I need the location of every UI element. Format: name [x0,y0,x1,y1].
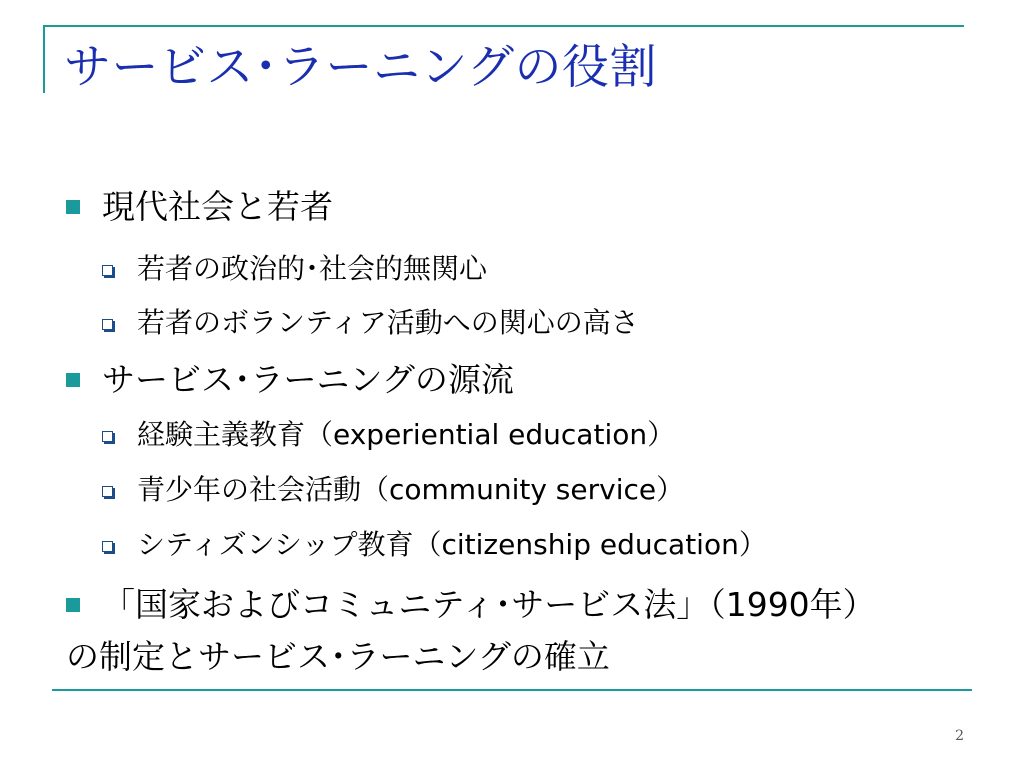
bullet-item [66,359,514,401]
hollow-square-bullet-icon [102,486,113,497]
sub-bullet-item [102,305,639,341]
sub-bullet-item [102,417,675,453]
sub-bullet-text: 若者の政治的･社会的無関心 [137,252,488,285]
sub-bullet-text: シティズンシップ教育（citizenship education） [137,528,767,561]
bullet-text-line-1: 「国家およびコミュニティ･サービス法」（1990年） [102,585,876,624]
hollow-square-bullet-icon [102,265,113,276]
square-bullet-icon [66,598,80,612]
bullet-item [66,186,333,228]
sub-bullet-item [102,251,487,287]
bullet-text-line-2: の制定とサービス･ラーニングの確立 [66,637,610,676]
bullet-item [66,584,876,678]
sub-bullet-text: 経験主義教育（experiential education） [137,418,676,451]
footer-divider [52,689,972,691]
bullet-text: 現代社会と若者 [102,187,333,226]
square-bullet-icon [66,373,80,387]
hollow-square-bullet-icon [102,431,113,442]
sub-bullet-item [102,472,684,508]
slide-title: サービス･ラーニングの役割 [64,40,658,95]
hollow-square-bullet-icon [102,541,113,552]
hollow-square-bullet-icon [102,319,113,330]
bullet-text-multiline [66,584,876,678]
sub-bullet-text: 青少年の社会活動（community service） [137,473,685,506]
sub-bullet-text: 若者のボランティア活動への関心の高さ [137,306,639,339]
page-number: 2 [955,728,964,744]
sub-bullet-item [102,527,767,563]
square-bullet-icon [66,200,80,214]
bullet-text: サービス･ラーニングの源流 [102,360,514,399]
